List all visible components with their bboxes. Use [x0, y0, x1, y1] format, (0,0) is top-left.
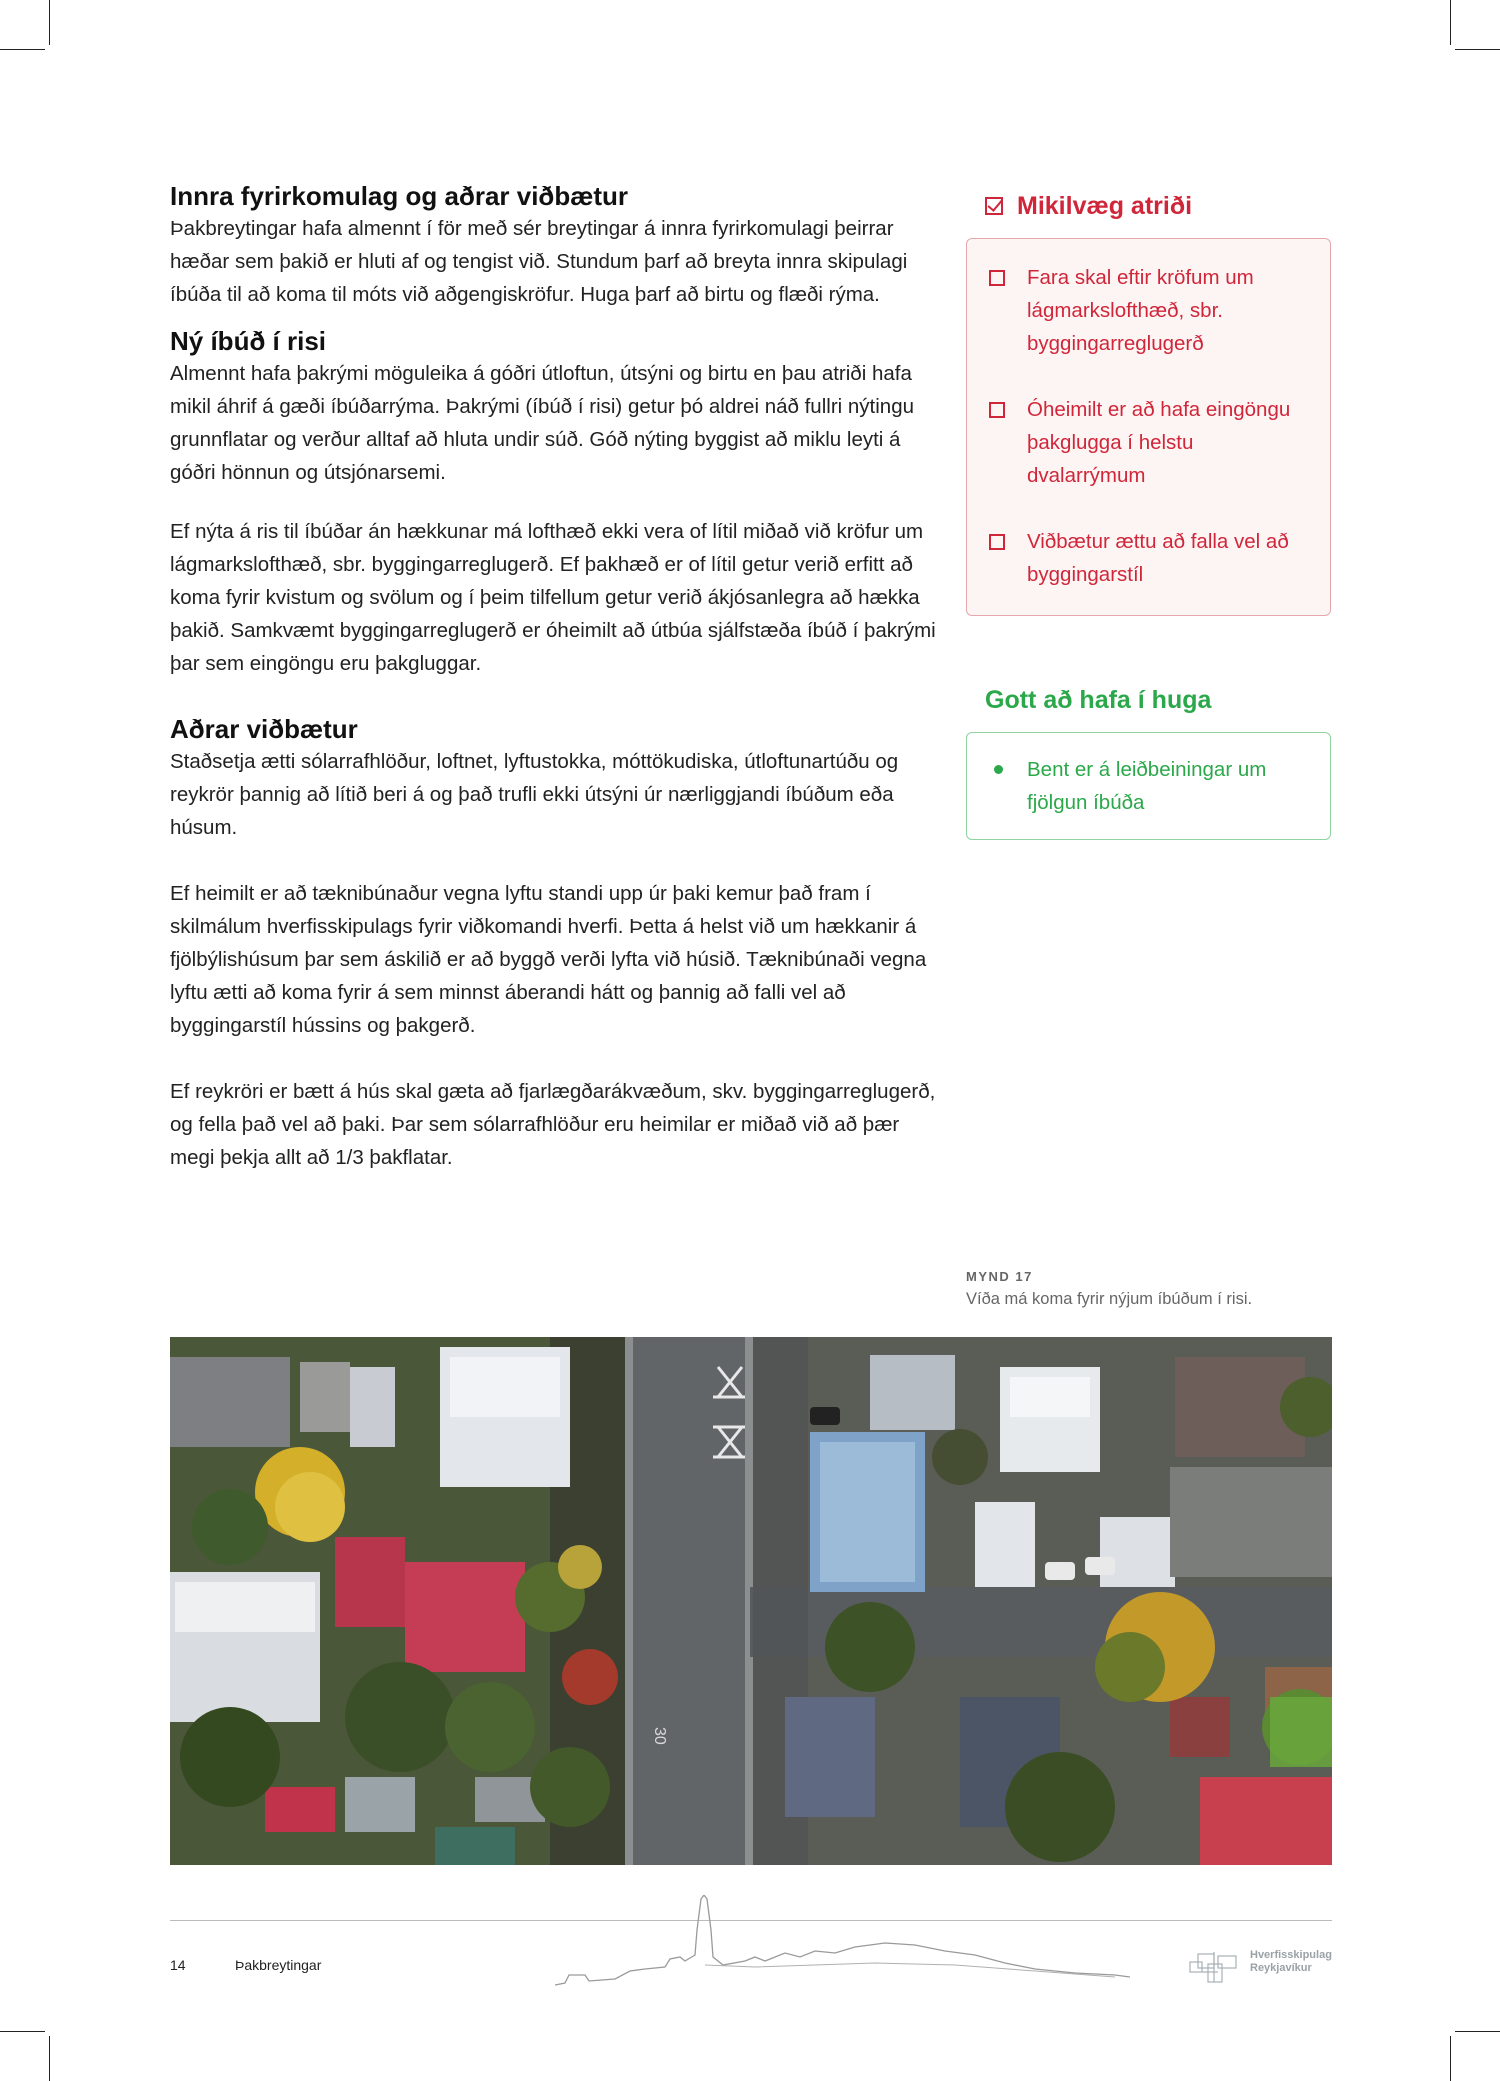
crop-mark: [1450, 0, 1451, 45]
section-heading: Innra fyrirkomulag og aðrar viðbætur: [170, 181, 628, 211]
important-points-title: [985, 190, 1192, 222]
crop-mark: [1455, 49, 1500, 50]
section-heading: Ný íbúð í risi: [170, 326, 327, 356]
section-paragraph: Þakbreytingar hafa almennt í för með sér breytingar á innra fyrirkomulagi þeirrar hæðar sem þakið er hluti af og tengist við. Stundum þarf að breyta innra skipulagi íbúða til að koma til móts við aðgengiskröfur. Huga þarf að birtu og flæði rýma.: [170, 217, 908, 306]
section-paragraph: Ef reykröri er bætt á hús skal gæta að fjarlægðarákvæðum, skv. byggingarreglugerð, og fella það vel að þaki. Þar sem sólarrafhlöður eru heimilar er miðað við að þær megi þekja allt að 1/3 þakflatar.: [170, 1080, 936, 1169]
section-paragraph: Ef heimilt er að tæknibúnaður vegna lyftu standi upp úr þaki kemur það fram í skilmálum hverfisskipulags fyrir viðkomandi hverfi. Þetta á helst við um hækkanir á fjölbýlishúsum þar sem áskilið er að byggð verði lyfta við húsið. Tæknibúnaði vegna lyftu ætti að koma fyrir á sem minnst áberandi hátt og þannig að falli vel að byggingarstíl hússins og þakgerð.: [170, 882, 927, 1037]
crop-mark: [0, 2031, 45, 2032]
keep-in-mind-box: [966, 732, 1331, 840]
important-point-text: Viðbætur ættu að falla vel að byggingarstíl: [1027, 530, 1289, 586]
checkbox-icon: [989, 402, 1005, 418]
checkbox-icon: [989, 534, 1005, 550]
crop-mark: [0, 49, 45, 50]
important-point-text: Fara skal eftir kröfum um lágmarkslofthæð, sbr. byggingarreglugerð: [1027, 266, 1254, 355]
crop-mark: [1450, 2036, 1451, 2081]
important-point-item: [1027, 261, 1312, 360]
important-point-item: [1027, 525, 1312, 591]
keep-in-mind-title: Gott að hafa í huga: [985, 686, 1212, 714]
keep-in-mind-item: [1027, 753, 1312, 819]
checkbox-icon: [989, 270, 1005, 286]
crop-mark: [1455, 2031, 1500, 2032]
section-heading: Aðrar viðbætur: [170, 714, 358, 744]
checkbox-checked-icon: [985, 197, 1003, 215]
logo-text: [1250, 1949, 1332, 1975]
keep-in-mind-text: Bent er á leiðbeiningar um fjölgun íbúða: [1027, 758, 1267, 814]
section-paragraph: Ef nýta á ris til íbúðar án hækkunar má lofthæð ekki vera of lítil miðað við kröfur um lágmarkslofthæð, sbr. byggingarreglugerð. Ef þakhæð er of lítil getur verið erfitt að koma fyrir kvistum og svölum og í þeim tilfellum getur verið ákjósanlegra að hækka þakið. Samkvæmt byggingarreglugerð er óheimilt að útbúa sjálfstæða íbúð í þakrými þar sem eingöngu eru þakgluggar.: [170, 520, 936, 675]
important-point-item: [1027, 393, 1312, 492]
logo-line-2: Reykjavíkur: [1250, 1962, 1312, 1974]
crop-mark: [49, 0, 50, 45]
figure-caption-text: Víða má koma fyrir nýjum íbúðum í risi.: [966, 1290, 1253, 1308]
page-number: 14: [170, 1957, 186, 1973]
document-name: Þakbreytingar: [235, 1957, 322, 1973]
bullet-icon: [994, 765, 1003, 774]
main-text-column: [170, 180, 940, 1174]
important-points-box: [966, 238, 1331, 616]
important-point-text: Óheimilt er að hafa eingöngu þakglugga í helstu dvalarrýmum: [1027, 398, 1291, 487]
section-paragraph: Almennt hafa þakrými möguleika á góðri útloftun, útsýni og birtu en þau atriði hafa mikil áhrif á gæði íbúðarrýma. Þakrými (íbúð í risi) getur þó aldrei náð fullri nýtingu grunnflatar og verður alltaf að hluta undir súð. Góð nýting byggist að miklu leyti á góðri hönnun og útsjónarsemi.: [170, 362, 914, 484]
section-paragraph: Staðsetja ætti sólarrafhlöður, loftnet, lyftustokka, móttökudiska, útloftunartúðu og reykrör þannig að lítið beri á og það trufli ekki útsýni úr nærliggjandi íbúðum eða húsum.: [170, 750, 899, 839]
road-marking-text: 30: [651, 1727, 668, 1745]
figure-caption: [966, 1268, 1346, 1312]
important-points-title-text: Mikilvæg atriði: [1017, 192, 1193, 220]
logo-line-1: Hverfisskipulag: [1250, 1949, 1332, 1961]
crop-mark: [49, 2036, 50, 2081]
city-skyline-illustration: [555, 1895, 1130, 1990]
aerial-photo: [170, 1337, 1332, 1865]
figure-label: MYND 17: [966, 1269, 1033, 1284]
